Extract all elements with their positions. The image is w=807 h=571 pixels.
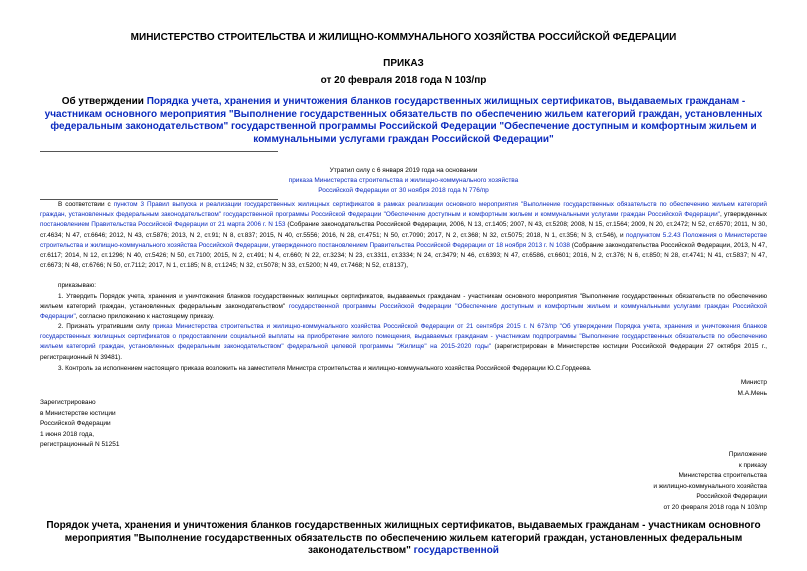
resolution-link[interactable]: постановлением Правительства Российской Федерации от 21 марта 2006 г. N 153 — [40, 221, 286, 229]
item-1-paragraph — [40, 292, 767, 323]
appendix-line: Министерства строительства — [678, 472, 767, 479]
registration-line: регистрационный N 51251 — [40, 441, 120, 448]
registration-line: Российской Федерации — [40, 420, 111, 427]
void-notice-line: Утратил силу с 6 января 2019 года на основании — [329, 167, 478, 174]
appendix-title-text: Порядок учета, хранения и уничтожения бланков государственных жилищных сертификатов, выдаваемых гражданам - участникам основного мероприятия "Выполнение государственных обязательств по обеспечению жильем категорий граждан, установленных федеральным законодательством" — [46, 520, 761, 556]
registration-block — [40, 398, 120, 451]
item-3-paragraph: 3. Контроль за исполнением настоящего приказа возложить на заместителя Министра строительства и жилищно-коммунального хозяйства Российской Федерации Ю.С.Гордеева. — [58, 365, 592, 372]
registration-line: в Министерстве юстиции — [40, 409, 116, 417]
registration-line: Зарегистрировано — [40, 399, 96, 406]
signer-name: М.А.Мень — [737, 389, 767, 397]
registration-line: 1 июня 2018 года, — [40, 430, 95, 438]
appendix-line: Приложение — [728, 451, 767, 458]
divider-line — [40, 151, 278, 152]
appendix-title-link[interactable]: государственной — [413, 545, 499, 556]
program-link[interactable]: государственной программы Российской Федерации "Обеспечение доступным и комфортным жильем и коммунальными услугами граждан Российской Федерации" — [40, 303, 767, 321]
signer-block — [738, 378, 767, 399]
ministry-heading: МИНИСТЕРСТВО СТРОИТЕЛЬСТВА И ЖИЛИЩНО-КОММУНАЛЬНОГО ХОЗЯЙСТВА РОССИЙСКОЙ ФЕДЕРАЦИИ — [130, 32, 677, 43]
appendix-line: Российской Федерации — [696, 493, 767, 500]
title-prefix: Об утверждении — [61, 96, 147, 107]
appendix-block — [653, 450, 767, 513]
item-text: 1. Утвердить Порядок учета, хранения и уничтожения бланков государственных жилищных сертификатов, выдаваемых гражданам - участникам основного мероприятия "Выполнение государственных обязательств по обеспечению жильем категорий граждан, установленных федеральным законодательством" — [40, 293, 767, 311]
repealed-order-link[interactable]: приказ Министерства строительства и жилищно-коммунального хозяйства Российской Федерации от 21 сентября 2015 г. N 673/пр "Об утверждении Порядка учета, хранения и уничтожения бланков государственных жилищных сертификатов о предоставлении социальной выплаты на приобретение жилого помещения, выдаваемых гражданам - участникам подпрограммы "Выполнение государственных обязательств по обеспечению жильем категорий граждан, установленных федеральным законодательством" федеральной целевой программы "Жилище" на 2015-2020 годы" — [40, 323, 767, 351]
item-text: (зарегистрирован в Министерстве юстиции Российской Федерации 27 октября 2015 г., регистрационный N 39481). — [40, 343, 767, 361]
orders-paragraph: приказываю: — [58, 282, 96, 289]
preamble-text: , утвержденных — [719, 211, 768, 219]
preamble-text: (Собрание законодательства Российской Федерации, 2013, N 47, ст.6117; 2014, N 12, ст.1296; N 40, ст.5426; N 50, ст.7100; 2015, N 2, ст.491; N 4, ст.660; N 22, ст.3234; N 23, ст.3311, ст.3334; N 24, ст.3479; N 46, ст.6393; N 47, ст.6586, ст.6601; 2016, N 2, ст.376; N 6, ст.850; N 28, ст.4741; N 41, ст.5837; N 47, ст.6673; N 48, ст.6766; N 50, ст.7112; 2017, N 1, ст.185; N 8, ст.1245; N 32, ст.5078; N 33, ст.5200; N 49, ст.7468; N 52, ст.8137), — [40, 241, 767, 270]
void-notice-link[interactable]: приказа Министерства строительства и жилищно-коммунального хозяйства — [288, 177, 519, 184]
appendix-line: к приказу — [738, 461, 767, 469]
regulation-link[interactable]: подпунктом 5.2.43 Положения о Министерстве строительства и жилищно-коммунального хозяйства Российской Федерации, утвержденного постановлением Правительства Российской Федерации от 18 ноября 2013 г. N 1038 — [40, 231, 767, 249]
appendix-line: от 20 февраля 2018 года N 103/пр — [663, 503, 767, 511]
item-2-paragraph — [40, 322, 767, 363]
rules-link[interactable]: пунктом 3 Правил выпуска и реализации государственных жилищных сертификатов в рамках реализации основного мероприятия "Выполнение государственных обязательств по обеспечению жильем категорий граждан, установленных федеральным законодательством" государственной программы Российской Федерации "Обеспечение доступным и комфортным жильем и коммунальными услугами граждан Российской Федерации" — [40, 201, 767, 219]
preamble-text: В соответствии с — [58, 201, 114, 208]
document-title — [40, 96, 767, 146]
void-notice — [0, 166, 807, 196]
document-type-heading: ПРИКАЗ — [383, 58, 424, 69]
title-link[interactable]: Порядка учета, хранения и уничтожения бланков государственных жилищных сертификатов, выдаваемых гражданам - участникам основного мероприятия "Выполнение государственных обязательств по обеспечению жильем категорий граждан, установленных федеральным законодательством" государственной программы Российской Федерации "Обеспечение доступным и комфортным жильем и коммунальными услугами граждан Российской Федерации" — [44, 96, 763, 145]
item-text: , согласно приложению к настоящему приказу. — [75, 313, 215, 321]
item-text: 2. Признать утратившим силу — [58, 323, 153, 330]
appendix-line: и жилищно-коммунального хозяйства — [653, 482, 767, 490]
preamble-text: (Собрание законодательства Российской Федерации, 2006, N 13, ст.1405; 2007, N 43, ст.5208; 2008, N 15, ст.1564; 2009, N 20, ст.2472; N 52, ст.6570; 2011, N 30, ст.4634; N 47, ст.6646; 2012, N 43, ст.5876; 2013, N 2, ст.91; N 8, ст.837; 2015, N 40, ст.5556; 2016, N 28, ст.4751; N 50, ст.7090; 2017, N 2, ст.368; N 32, ст.5075; 2018, N 1, ст.356; N 3, ст.546), и — [40, 221, 767, 239]
void-notice-link[interactable]: Российской Федерации от 30 ноября 2018 года N 776/пр — [318, 187, 489, 194]
document-date-heading: от 20 февраля 2018 года N 103/пр — [320, 75, 487, 86]
preamble-paragraph — [40, 200, 767, 271]
appendix-title — [40, 520, 767, 558]
signer-position: Министр — [740, 379, 767, 386]
